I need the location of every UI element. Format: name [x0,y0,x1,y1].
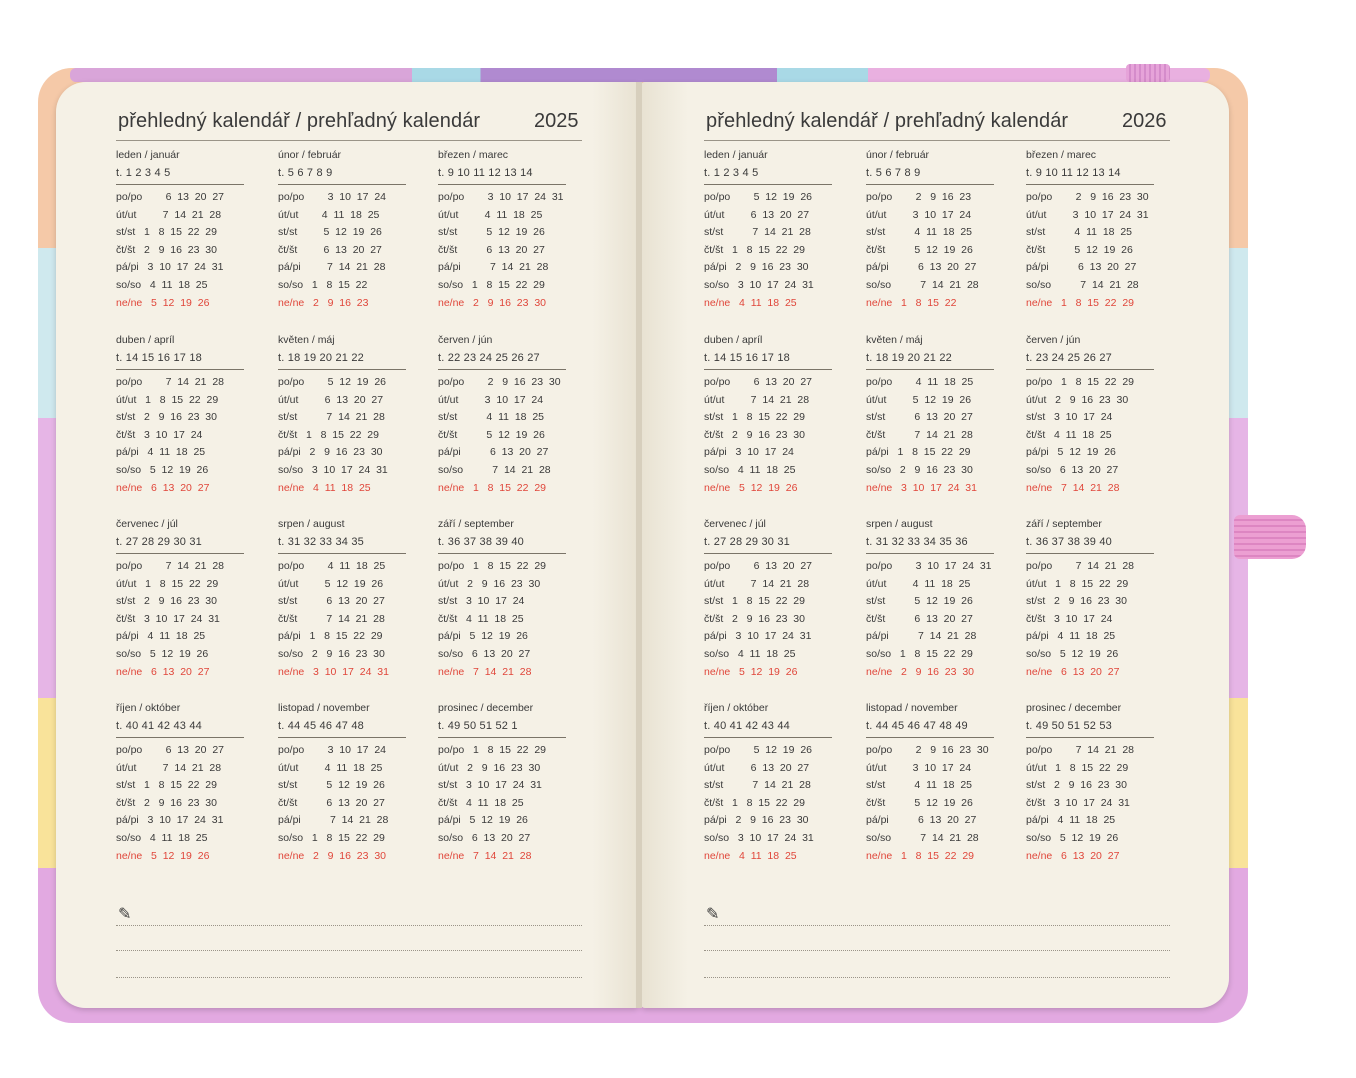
month-name: listopad / november [866,702,958,714]
month-block [438,148,566,312]
weekday-row: st/st 5 12 19 26 [278,779,385,792]
notes-line [704,977,1170,978]
weekday-row: pá/pi 7 14 21 28 [438,261,549,274]
weekday-row: st/st 3 10 17 24 [1026,411,1113,424]
month-block [866,333,994,497]
weekday-row: so/so 1 8 15 22 29 [866,647,973,660]
weekday-row: po/po 4 11 18 25 [866,376,974,388]
weekday-row: čt/št 1 8 15 22 29 [278,428,379,441]
weekday-row: út/ut 3 10 17 24 [438,393,544,406]
week-numbers: t. 18 19 20 21 22 [866,347,994,370]
weekday-row: út/ut 6 13 20 27 [278,393,384,406]
weekday-row: po/po 6 13 20 27 [704,376,812,388]
month-name: únor / február [866,149,930,161]
month-name: květen / máj [866,334,923,346]
weekday-row: čt/št 6 13 20 27 [278,796,385,809]
month-block [704,517,832,681]
week-numbers: t. 36 37 38 39 40 [438,531,566,554]
weekday-row: po/po 5 12 19 26 [278,376,386,388]
weekday-row: so/so 1 8 15 22 29 [438,278,545,291]
weekday-row: po/po 3 10 17 24 [278,744,386,756]
month-name: březen / marec [438,149,509,161]
weekday-row: st/st 1 8 15 22 29 [116,226,217,239]
week-numbers: t. 9 10 11 12 13 14 [1026,162,1154,185]
weekday-row: po/po 7 14 21 28 [116,560,224,572]
sunday-row: ne/ne 5 12 19 26 [116,296,210,309]
day-rows [278,742,406,865]
weekday-row: so/so 5 12 19 26 [116,463,209,476]
weekday-row: pá/pi 5 12 19 26 [438,630,528,643]
day-rows [1026,374,1154,497]
month-name: červenec / júl [116,518,178,530]
weekday-row: čt/št 2 9 16 23 30 [116,243,217,256]
notes-line [704,925,1170,926]
weekday-row: po/po 7 14 21 28 [1026,560,1134,572]
month-block [438,333,566,497]
weekday-row: čt/št 6 13 20 27 [278,243,382,256]
sunday-row: ne/ne 4 11 18 25 [704,849,797,862]
month-block [278,148,406,312]
weekday-row: st/st 5 12 19 26 [278,226,382,239]
weekday-row: so/so 4 11 18 25 [704,463,796,476]
month-block [704,333,832,497]
weekday-row: so/so 5 12 19 26 [1026,647,1119,660]
weekday-row: so/so 2 9 16 23 30 [278,647,385,660]
weekday-row: pá/pi 1 8 15 22 29 [278,630,383,643]
week-numbers: t. 27 28 29 30 31 [704,531,832,554]
notes-line [116,950,582,951]
weekday-row: po/po 5 12 19 26 [704,744,812,756]
weekday-row: so/so 3 10 17 24 31 [704,831,814,844]
week-numbers: t. 5 6 7 8 9 [278,162,406,185]
weekday-row: út/ut 2 9 16 23 30 [1026,393,1129,406]
month-name: prosinec / december [438,702,534,714]
month-name: duben / apríl [704,334,763,346]
weekday-row: so/so 6 13 20 27 [1026,463,1119,476]
weekday-row: út/ut 1 8 15 22 29 [1026,577,1129,590]
sunday-row: ne/ne 1 8 15 22 [866,296,957,309]
right-header-rule [704,140,1170,141]
weekday-row: pá/pi 1 8 15 22 29 [866,446,971,459]
notes-line [116,977,582,978]
weekday-row: čt/št 2 9 16 23 30 [704,612,805,625]
weekday-row: so/so 6 13 20 27 [438,647,531,660]
weekday-row: po/po 6 13 20 27 [704,560,812,572]
weekday-row: út/ut 2 9 16 23 30 [438,761,541,774]
weekday-row: po/po 3 10 17 24 31 [866,560,992,572]
month-block [116,148,244,312]
day-rows [278,374,406,497]
weekday-row: so/so 6 13 20 27 [438,831,531,844]
month-name: únor / február [278,149,342,161]
weekday-row: út/ut 1 8 15 22 29 [116,577,219,590]
sunday-row: ne/ne 4 11 18 25 [704,296,797,309]
weekday-row: st/st 1 8 15 22 29 [116,779,217,792]
day-rows [1026,742,1154,865]
weekday-row: so/so 5 12 19 26 [1026,831,1119,844]
day-rows [704,374,832,497]
month-name: červen / jún [438,334,493,346]
weekday-row: út/ut 3 10 17 24 [866,208,972,221]
weekday-row: út/ut 5 12 19 26 [866,393,972,406]
weekday-row: so/so 2 9 16 23 30 [866,463,973,476]
month-name: leden / január [116,149,180,161]
weekday-row: čt/št 4 11 18 25 [438,796,524,809]
sunday-row: ne/ne 4 11 18 25 [278,481,371,494]
weekday-row: čt/št 5 12 19 26 [866,796,973,809]
month-name: říjen / október [704,702,769,714]
weekday-row: po/po 1 8 15 22 29 [1026,376,1134,388]
weekday-row: so/so 4 11 18 25 [704,647,796,660]
month-block [116,517,244,681]
weekday-row: st/st 1 8 15 22 29 [704,411,805,424]
week-numbers: t. 27 28 29 30 31 [116,531,244,554]
day-rows [438,374,566,497]
month-name: červenec / júl [704,518,766,530]
month-block [278,517,406,681]
weekday-row: po/po 1 8 15 22 29 [438,560,546,572]
week-numbers: t. 1 2 3 4 5 [116,162,244,185]
weekday-row: po/po 2 9 16 23 30 [1026,191,1149,203]
day-rows [278,189,406,312]
weekday-row: po/po 3 10 17 24 [278,191,386,203]
day-rows [116,374,244,497]
weekday-row: čt/št 3 10 17 24 31 [116,612,220,625]
sunday-row: ne/ne 3 10 17 24 31 [278,665,389,678]
month-block [438,517,566,681]
week-numbers: t. 44 45 46 47 48 49 [866,715,994,738]
sunday-row: ne/ne 2 9 16 23 30 [866,665,974,678]
weekday-row: st/st 1 8 15 22 29 [704,595,805,608]
weekday-row: út/ut 4 11 18 25 [438,208,543,221]
weekday-row: pá/pi 7 14 21 28 [866,630,977,643]
month-name: říjen / október [116,702,181,714]
week-numbers: t. 40 41 42 43 44 [116,715,244,738]
weekday-row: čt/št 1 8 15 22 29 [704,796,805,809]
weekday-row: so/so 3 10 17 24 31 [278,463,388,476]
day-rows [278,558,406,681]
month-block [1026,333,1154,497]
week-numbers: t. 18 19 20 21 22 [278,347,406,370]
month-block [866,148,994,312]
day-rows [866,558,994,681]
sunday-row: ne/ne 3 10 17 24 31 [866,481,977,494]
sunday-row: ne/ne 7 14 21 28 [1026,481,1120,494]
day-rows [438,189,566,312]
month-block [1026,517,1154,681]
pen-loop [1234,515,1306,559]
week-numbers: t. 49 50 51 52 53 [1026,715,1154,738]
weekday-row: st/st 4 11 18 25 [866,779,973,792]
week-numbers: t. 14 15 16 17 18 [116,347,244,370]
sunday-row: ne/ne 6 13 20 27 [116,665,210,678]
notes-line [116,925,582,926]
sunday-row: ne/ne 1 8 15 22 29 [1026,296,1134,309]
week-numbers: t. 44 45 46 47 48 [278,715,406,738]
month-name: červen / jún [1026,334,1081,346]
weekday-row: so/so 4 11 18 25 [116,278,208,291]
weekday-row: st/st 4 11 18 25 [866,226,973,239]
weekday-row: čt/št 5 12 19 26 [438,428,545,441]
weekday-row: so/so 1 8 15 22 29 [278,831,385,844]
day-rows [704,558,832,681]
week-numbers: t. 5 6 7 8 9 [866,162,994,185]
weekday-row: út/ut 1 8 15 22 29 [116,393,219,406]
weekday-row: út/ut 4 11 18 25 [278,208,380,221]
weekday-row: čt/št 6 13 20 27 [438,243,545,256]
weekday-row: čt/št 2 9 16 23 30 [116,796,217,809]
sunday-row: ne/ne 6 13 20 27 [116,481,210,494]
weekday-row: pá/pi 3 10 17 24 31 [116,261,224,274]
week-numbers: t. 40 41 42 43 44 [704,715,832,738]
day-rows [1026,189,1154,312]
weekday-row: út/ut 7 14 21 28 [116,208,222,221]
month-block [116,333,244,497]
weekday-row: so/so 5 12 19 26 [116,647,209,660]
weekday-row: so/so 4 11 18 25 [116,831,208,844]
month-name: březen / marec [1026,149,1097,161]
weekday-row: so/so 3 10 17 24 31 [704,278,814,291]
weekday-row: st/st 2 9 16 23 30 [1026,595,1127,608]
weekday-row: čt/št 3 10 17 24 31 [1026,796,1130,809]
sunday-row: ne/ne 5 12 19 26 [116,849,210,862]
weekday-row: čt/št 4 11 18 25 [438,612,524,625]
day-rows [1026,558,1154,681]
weekday-row: so/so 7 14 21 28 [1026,278,1139,291]
day-rows [438,742,566,865]
month-block [278,701,406,865]
week-numbers: t. 23 24 25 26 27 [1026,347,1154,370]
month-name: srpen / august [278,518,345,530]
weekday-row: pá/pi 3 10 17 24 31 [704,630,812,643]
weekday-row: čt/št 5 12 19 26 [1026,243,1133,256]
weekday-row: út/ut 4 11 18 25 [866,577,971,590]
month-name: prosinec / december [1026,702,1122,714]
weekday-row: čt/št 7 14 21 28 [866,428,973,441]
weekday-row: so/so 7 14 21 28 [866,278,979,291]
weekday-row: pá/pi 3 10 17 24 31 [116,814,224,827]
right-page-year: 2026 [1122,110,1167,132]
month-block [866,701,994,865]
weekday-row: so/so 7 14 21 28 [866,831,979,844]
week-numbers: t. 22 23 24 25 26 27 [438,347,566,370]
weekday-row: po/po 2 9 16 23 30 [866,744,989,756]
weekday-row: st/st 2 9 16 23 30 [1026,779,1127,792]
weekday-row: čt/št 2 9 16 23 30 [704,428,805,441]
weekday-row: st/st 5 12 19 26 [866,595,973,608]
sunday-row: ne/ne 6 13 20 27 [1026,665,1120,678]
day-rows [866,742,994,865]
week-numbers: t. 9 10 11 12 13 14 [438,162,566,185]
week-numbers: t. 14 15 16 17 18 [704,347,832,370]
day-rows [866,189,994,312]
weekday-row: pá/pi 5 12 19 26 [1026,446,1116,459]
day-rows [438,558,566,681]
weekday-row: st/st 6 13 20 27 [866,411,973,424]
weekday-row: pá/pi 4 11 18 25 [116,630,206,643]
weekday-row: po/po 3 10 17 24 31 [438,191,564,203]
month-name: květen / máj [278,334,335,346]
month-name: leden / január [704,149,768,161]
week-numbers: t. 31 32 33 34 35 [278,531,406,554]
sunday-row: ne/ne 1 8 15 22 29 [438,481,546,494]
left-page-title: přehledný kalendář / prehľadný kalendár [118,110,481,132]
weekday-row: pá/pi 5 12 19 26 [438,814,528,827]
weekday-row: so/so 1 8 15 22 [278,278,368,291]
sunday-row: ne/ne 2 9 16 23 30 [278,849,386,862]
weekday-row: čt/št 4 11 18 25 [1026,428,1112,441]
book-gutter [636,82,642,1008]
weekday-row: út/ut 3 10 17 24 [866,761,972,774]
sunday-row: ne/ne 1 8 15 22 29 [866,849,974,862]
weekday-row: čt/št 7 14 21 28 [278,612,385,625]
left-header-rule [116,140,582,141]
weekday-row: st/st 3 10 17 24 [438,595,525,608]
month-block [1026,148,1154,312]
sunday-row: ne/ne 5 12 19 26 [704,481,798,494]
weekday-row: út/ut 6 13 20 27 [704,761,810,774]
week-numbers: t. 1 2 3 4 5 [704,162,832,185]
weekday-row: út/ut 5 12 19 26 [278,577,384,590]
week-numbers: t. 36 37 38 39 40 [1026,531,1154,554]
weekday-row: st/st 2 9 16 23 30 [116,411,217,424]
weekday-row: st/st 4 11 18 25 [1026,226,1133,239]
month-block [704,701,832,865]
day-rows [116,189,244,312]
weekday-row: út/ut 7 14 21 28 [704,393,810,406]
weekday-row: čt/št 5 12 19 26 [866,243,973,256]
month-name: duben / apríl [116,334,175,346]
elastic-band [1126,64,1170,82]
weekday-row: po/po 6 13 20 27 [116,191,224,203]
weekday-row: čt/št 3 10 17 24 [116,428,203,441]
weekday-row: čt/št 6 13 20 27 [866,612,973,625]
weekday-row: po/po 1 8 15 22 29 [438,744,546,756]
weekday-row: čt/št 3 10 17 24 [1026,612,1113,625]
weekday-row: pá/pi 2 9 16 23 30 [704,261,809,274]
notes-line [704,950,1170,951]
week-numbers: t. 49 50 51 52 1 [438,715,566,738]
month-block [116,701,244,865]
sunday-row: ne/ne 5 12 19 26 [704,665,798,678]
weekday-row: po/po 2 9 16 23 30 [438,376,561,388]
month-block [1026,701,1154,865]
weekday-row: pá/pi 4 11 18 25 [116,446,206,459]
sunday-row: ne/ne 6 13 20 27 [1026,849,1120,862]
weekday-row: pá/pi 6 13 20 27 [866,814,977,827]
weekday-row: pá/pi 2 9 16 23 30 [704,814,809,827]
weekday-row: pá/pi 6 13 20 27 [1026,261,1137,274]
weekday-row: pá/pi 4 11 18 25 [1026,630,1116,643]
weekday-row: pá/pi 4 11 18 25 [1026,814,1116,827]
weekday-row: st/st 7 14 21 28 [704,779,811,792]
weekday-row: po/po 2 9 16 23 [866,191,972,203]
day-rows [866,374,994,497]
weekday-row: út/ut 2 9 16 23 30 [438,577,541,590]
day-rows [704,189,832,312]
weekday-row: út/ut 3 10 17 24 31 [1026,208,1149,221]
right-page-title: přehledný kalendář / prehľadný kalendár [706,110,1069,132]
weekday-row: út/ut 4 11 18 25 [278,761,383,774]
weekday-row: út/ut 7 14 21 28 [116,761,222,774]
weekday-row: út/ut 7 14 21 28 [704,577,810,590]
day-rows [704,742,832,865]
weekday-row: pá/pi 6 13 20 27 [866,261,977,274]
weekday-row: čt/št 1 8 15 22 29 [704,243,805,256]
weekday-row: po/po 7 14 21 28 [116,376,224,388]
sunday-row: ne/ne 2 9 16 23 [278,296,369,309]
weekday-row: st/st 7 14 21 28 [704,226,811,239]
weekday-row: út/ut 1 8 15 22 29 [1026,761,1129,774]
sunday-row: ne/ne 2 9 16 23 30 [438,296,546,309]
month-block [866,517,994,681]
cover-top-edge [70,68,1210,82]
sunday-row: ne/ne 7 14 21 28 [438,665,532,678]
weekday-row: pá/pi 3 10 17 24 [704,446,794,459]
weekday-row: po/po 6 13 20 27 [116,744,224,756]
day-rows [116,558,244,681]
weekday-row: pá/pi 6 13 20 27 [438,446,549,459]
weekday-row: so/so 7 14 21 28 [438,463,551,476]
weekday-row: st/st 7 14 21 28 [278,411,385,424]
weekday-row: pá/pi 7 14 21 28 [278,814,389,827]
week-numbers: t. 31 32 33 34 35 36 [866,531,994,554]
weekday-row: st/st 4 11 18 25 [438,411,545,424]
month-name: září / september [1026,518,1102,530]
month-block [278,333,406,497]
month-name: srpen / august [866,518,933,530]
pencil-icon: ✎ [706,906,720,923]
weekday-row: út/ut 6 13 20 27 [704,208,810,221]
weekday-row: po/po 7 14 21 28 [1026,744,1134,756]
weekday-row: st/st 2 9 16 23 30 [116,595,217,608]
weekday-row: pá/pi 2 9 16 23 30 [278,446,383,459]
weekday-row: pá/pi 7 14 21 28 [278,261,386,274]
month-block [438,701,566,865]
month-block [704,148,832,312]
month-name: září / september [438,518,514,530]
sunday-row: ne/ne 7 14 21 28 [438,849,532,862]
weekday-row: st/st 5 12 19 26 [438,226,545,239]
weekday-row: po/po 5 12 19 26 [704,191,812,203]
month-name: listopad / november [278,702,370,714]
weekday-row: st/st 6 13 20 27 [278,595,385,608]
pencil-icon: ✎ [118,906,132,923]
weekday-row: po/po 4 11 18 25 [278,560,386,572]
left-page-year: 2025 [534,110,579,132]
weekday-row: st/st 3 10 17 24 31 [438,779,542,792]
day-rows [116,742,244,865]
